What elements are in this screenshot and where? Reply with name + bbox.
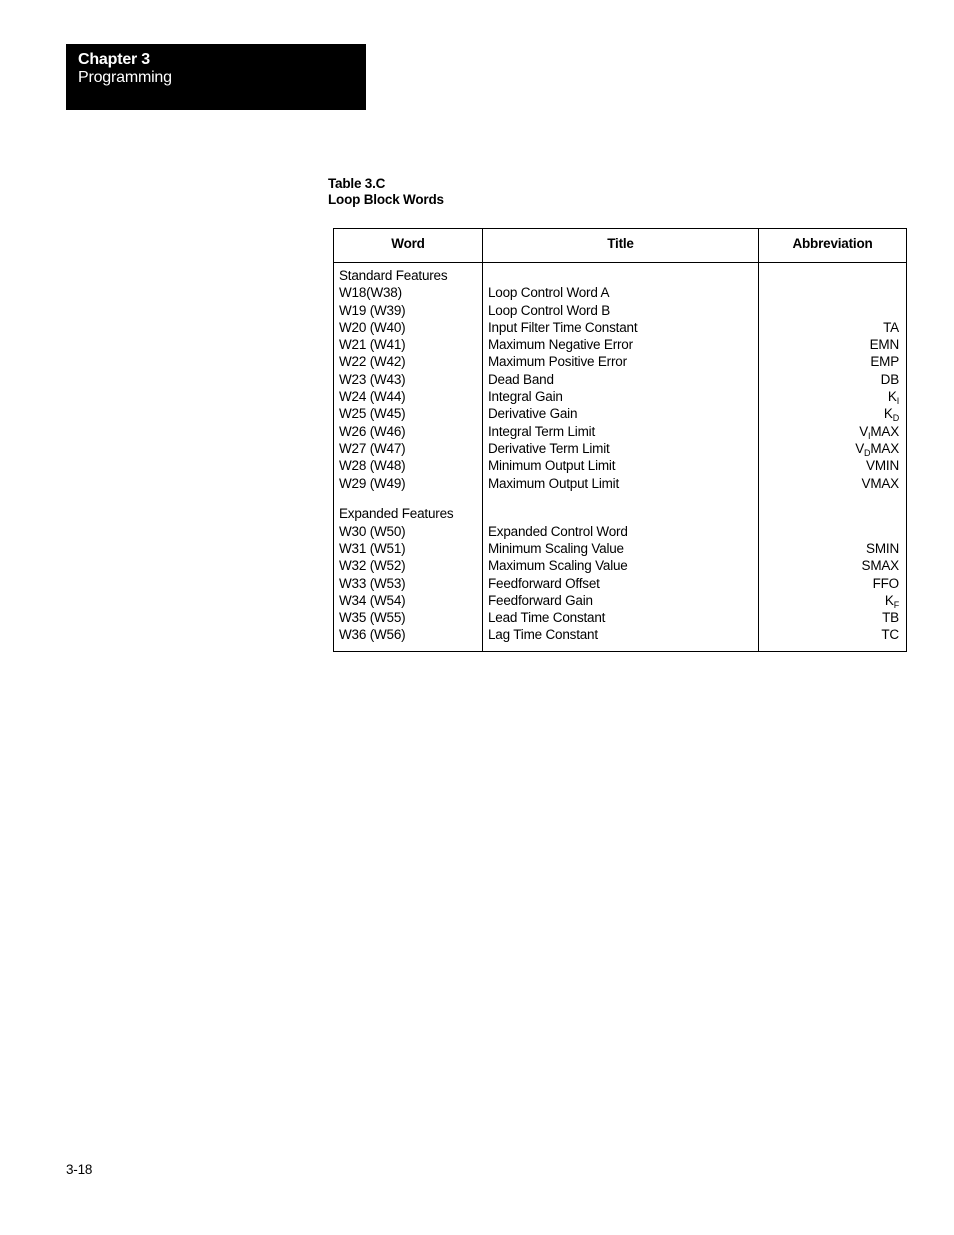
abbreviation-cell [764,284,899,301]
abbreviation-cell [764,405,899,422]
abbreviation-cell [764,302,899,319]
abbr-suffix: MAX [870,440,899,456]
abbreviation-cell [764,371,899,388]
abbreviation-cell [764,475,899,492]
group-label: Standard Features [339,268,448,283]
abbreviation-column [764,267,899,644]
title-column [488,267,637,644]
table-number: Table 3.C [328,176,386,191]
abbr-subscript: D [892,413,899,424]
group-label-spacer [488,267,637,284]
group-label-spacer [764,267,899,284]
abbr-main: K [884,592,894,608]
word-cell: W25 (W45) [339,406,406,422]
title-cell: Lag Time Constant [488,627,598,643]
page-number: 3-18 [66,1162,93,1177]
abbreviation-cell [764,575,899,592]
word-cell: W26 (W46) [339,423,406,439]
title-cell: Loop Control Word B [488,302,611,318]
title-cell: Maximum Scaling Value [488,558,628,574]
abbr-main: FFO [872,575,899,591]
abbr-main: SMAX [861,558,899,574]
column-header-title: Title [607,236,634,251]
title-cell: Integral Gain [488,389,563,405]
word-cell: W29 (W49) [339,475,406,491]
word-cell: W34 (W54) [339,592,406,608]
title-cell: Derivative Gain [488,406,578,422]
word-cell: W21 (W41) [339,337,406,353]
title-cell: Expanded Control Word [488,523,628,539]
word-cell: W33 (W53) [339,575,406,591]
abbr-main: EMP [870,354,899,370]
group-gap [488,492,637,506]
abbr-subscript: I [868,430,871,441]
word-cell: W30 (W50) [339,523,406,539]
abbreviation-cell [764,388,899,405]
abbr-main: VMAX [861,475,899,491]
abbr-main: TB [882,610,899,626]
abbreviation-cell [764,319,899,336]
abbr-main: K [887,389,897,405]
chapter-label: Chapter 3 [78,51,150,68]
column-header-abbreviation: Abbreviation [792,236,873,251]
word-cell: W20 (W40) [339,319,406,335]
title-cell: Integral Term Limit [488,423,595,439]
abbreviation-cell [764,523,899,540]
abbr-main: SMIN [866,540,899,556]
abbr-subscript: I [896,396,899,407]
abbr-main: TA [883,319,899,335]
loop-block-words-table [333,228,907,652]
word-cell: W22 (W42) [339,354,406,370]
abbreviation-cell [764,592,899,609]
abbr-main: TC [881,627,899,643]
abbreviation-cell [764,440,899,457]
section-label: Programming [78,69,172,86]
word-cell: W36 (W56) [339,627,406,643]
abbr-main: K [883,406,893,422]
title-cell: Maximum Output Limit [488,475,620,491]
word-cell: W19 (W39) [339,302,406,318]
abbreviation-cell [764,609,899,626]
abbreviation-cell [764,423,899,440]
abbreviation-cell [764,336,899,353]
abbr-main: EMN [869,337,899,353]
title-cell: Feedforward Gain [488,592,593,608]
word-cell: W27 (W47) [339,440,406,456]
abbreviation-cell [764,557,899,574]
column-divider [758,229,759,651]
abbreviation-cell [764,457,899,474]
group-label-spacer [488,505,637,522]
abbr-main: VMIN [866,458,899,474]
title-cell: Lead Time Constant [488,610,606,626]
word-cell: W24 (W44) [339,389,406,405]
column-header-word: Word [391,236,425,251]
title-cell: Maximum Positive Error [488,354,627,370]
word-cell: W18(W38) [339,285,402,301]
title-cell: Minimum Output Limit [488,458,616,474]
title-cell: Loop Control Word A [488,285,610,301]
title-cell: Input Filter Time Constant [488,319,638,335]
abbr-main: V [855,440,865,456]
abbreviation-cell [764,353,899,370]
word-cell: W31 (W51) [339,540,406,556]
table-title: Loop Block Words [328,192,444,207]
title-cell: Feedforward Offset [488,575,600,591]
title-cell: Dead Band [488,371,554,387]
group-label: Expanded Features [339,506,454,522]
abbr-subscript: F [893,599,899,610]
title-cell: Maximum Negative Error [488,337,633,353]
word-column [339,267,453,644]
abbreviation-cell [764,540,899,557]
header-divider [334,262,906,263]
group-gap [339,492,453,506]
title-cell: Derivative Term Limit [488,440,610,456]
abbr-subscript: D [864,447,871,458]
abbr-suffix: MAX [870,423,899,439]
abbreviation-cell [764,626,899,643]
title-cell: Minimum Scaling Value [488,540,624,556]
column-divider [482,229,483,651]
chapter-header [66,44,366,110]
group-gap [764,492,899,506]
word-cell: W23 (W43) [339,371,406,387]
abbr-main: DB [880,371,899,387]
word-cell: W28 (W48) [339,458,406,474]
group-label-spacer [764,505,899,522]
word-cell: W32 (W52) [339,558,406,574]
table-caption [328,176,444,208]
abbr-main: V [859,423,869,439]
word-cell: W35 (W55) [339,610,406,626]
